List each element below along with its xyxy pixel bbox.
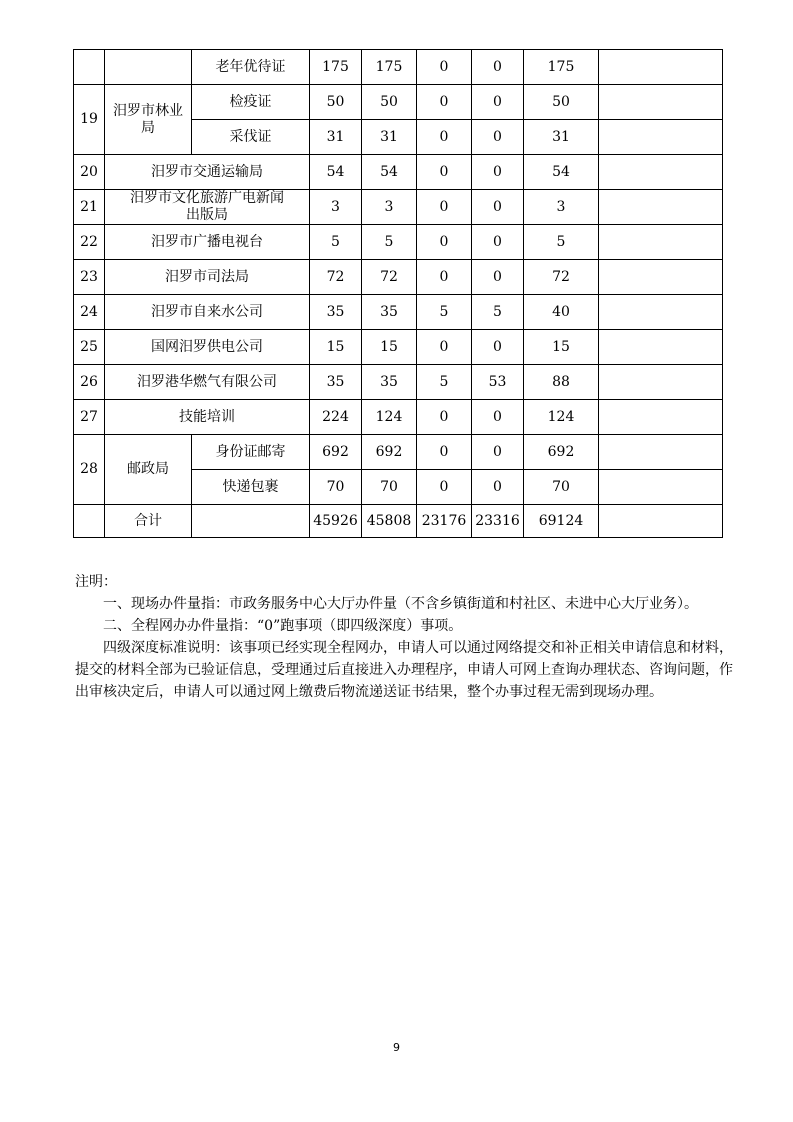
note-level-four-standard: 四级深度标准说明：该事项已经实现全程网办，申请人可以通过网络提交和补正相关申请信息和材料，提交的材料全部为已验证信息，受理通过后直接进入办理程序，申请人可网上查询办理状态、咨询问题，作出审核决定后，申请人可以通过网上缴费后物流递送证书结果，整个办事过程无需到现场办理。 (75, 640, 733, 700)
value-cell: 35 (362, 295, 417, 330)
value-cell: 692 (362, 435, 417, 470)
table-row (74, 330, 723, 365)
item-cell: 身份证邮寄 (192, 435, 310, 470)
note-cell (599, 50, 723, 85)
table-row (74, 50, 723, 85)
department-cell: 汨罗市林业局 (105, 85, 192, 155)
total-row (74, 505, 723, 538)
value-cell: 54 (362, 155, 417, 190)
value-cell: 35 (310, 295, 362, 330)
table-row (74, 435, 723, 470)
value-cell: 5 (417, 365, 472, 400)
notes-section (75, 571, 735, 703)
value-cell: 175 (310, 50, 362, 85)
note-cell (599, 505, 723, 538)
page-number: 9 (393, 1041, 400, 1054)
note-cell (599, 435, 723, 470)
row-number-cell: 28 (74, 435, 105, 505)
value-cell: 3 (362, 190, 417, 225)
value-cell: 35 (362, 365, 417, 400)
department-cell: 汨罗市广播电视台 (105, 225, 310, 260)
value-cell: 0 (472, 225, 524, 260)
department-cell: 汨罗市自来水公司 (105, 295, 310, 330)
value-cell: 0 (472, 50, 524, 85)
value-cell: 0 (417, 400, 472, 435)
notes-heading: 注明： (75, 574, 117, 590)
value-cell: 72 (310, 260, 362, 295)
row-number-cell: 24 (74, 295, 105, 330)
total-value-cell: 23316 (472, 505, 524, 538)
value-cell: 53 (472, 365, 524, 400)
value-cell: 175 (362, 50, 417, 85)
total-value-cell: 23176 (417, 505, 472, 538)
total-value-cell: 45808 (362, 505, 417, 538)
item-cell: 快递包裹 (192, 470, 310, 505)
value-cell: 0 (472, 85, 524, 120)
value-cell: 5 (472, 295, 524, 330)
value-cell: 5 (417, 295, 472, 330)
value-cell: 224 (310, 400, 362, 435)
note-cell (599, 470, 723, 505)
value-cell: 3 (310, 190, 362, 225)
value-cell: 0 (472, 260, 524, 295)
note-onsite-definition: 一、现场办件量指：市政务服务中心大厅办件量（不含乡镇街道和村社区、未进中心大厅业务）。 (103, 596, 698, 612)
value-cell: 15 (524, 330, 599, 365)
department-cell: 汨罗市司法局 (105, 260, 310, 295)
value-cell: 124 (362, 400, 417, 435)
value-cell: 0 (417, 435, 472, 470)
value-cell: 175 (524, 50, 599, 85)
total-value-cell: 69124 (524, 505, 599, 538)
value-cell: 0 (417, 120, 472, 155)
table-row (74, 155, 723, 190)
row-number-cell (74, 50, 105, 85)
row-number-cell: 21 (74, 190, 105, 225)
department-cell: 汨罗市文化旅游广电新闻出版局 (105, 190, 310, 225)
row-number-cell: 25 (74, 330, 105, 365)
note-online-definition: 二、全程网办办件量指：“0”跑事项（即四级深度）事项。 (103, 618, 463, 634)
value-cell: 692 (524, 435, 599, 470)
value-cell: 0 (417, 190, 472, 225)
value-cell: 70 (524, 470, 599, 505)
value-cell: 88 (524, 365, 599, 400)
value-cell: 0 (472, 470, 524, 505)
value-cell: 15 (310, 330, 362, 365)
department-cell: 国网汨罗供电公司 (105, 330, 310, 365)
note-cell (599, 295, 723, 330)
row-number-cell: 26 (74, 365, 105, 400)
row-number-cell: 22 (74, 225, 105, 260)
note-cell (599, 400, 723, 435)
value-cell: 0 (417, 225, 472, 260)
value-cell: 0 (472, 155, 524, 190)
table-row (74, 365, 723, 400)
department-cell: 汨罗市交通运输局 (105, 155, 310, 190)
value-cell: 3 (524, 190, 599, 225)
value-cell: 50 (310, 85, 362, 120)
value-cell: 35 (310, 365, 362, 400)
value-cell: 692 (310, 435, 362, 470)
note-cell (599, 225, 723, 260)
total-label-cell: 合计 (105, 505, 192, 538)
value-cell: 0 (472, 190, 524, 225)
item-cell: 检疫证 (192, 85, 310, 120)
value-cell: 72 (362, 260, 417, 295)
note-cell (599, 365, 723, 400)
department-cell: 汨罗港华燃气有限公司 (105, 365, 310, 400)
total-value-cell: 45926 (310, 505, 362, 538)
value-cell: 50 (524, 85, 599, 120)
table-row (74, 295, 723, 330)
note-cell (599, 155, 723, 190)
value-cell: 0 (472, 435, 524, 470)
value-cell: 5 (310, 225, 362, 260)
value-cell: 0 (417, 155, 472, 190)
value-cell: 72 (524, 260, 599, 295)
value-cell: 0 (417, 470, 472, 505)
value-cell: 31 (524, 120, 599, 155)
value-cell: 40 (524, 295, 599, 330)
note-cell (599, 120, 723, 155)
table-row (74, 225, 723, 260)
row-number-cell: 23 (74, 260, 105, 295)
value-cell: 5 (362, 225, 417, 260)
item-cell (192, 505, 310, 538)
value-cell: 0 (417, 330, 472, 365)
department-cell: 技能培训 (105, 400, 310, 435)
value-cell: 31 (362, 120, 417, 155)
table-row (74, 85, 723, 120)
department-cell (105, 50, 192, 85)
value-cell: 0 (417, 260, 472, 295)
value-cell: 54 (310, 155, 362, 190)
value-cell: 15 (362, 330, 417, 365)
value-cell: 70 (362, 470, 417, 505)
value-cell: 0 (472, 330, 524, 365)
row-number-cell: 27 (74, 400, 105, 435)
row-number-cell: 19 (74, 85, 105, 155)
row-number-cell: 20 (74, 155, 105, 190)
table-row (74, 190, 723, 225)
value-cell: 124 (524, 400, 599, 435)
value-cell: 31 (310, 120, 362, 155)
statistics-table (73, 49, 723, 538)
note-cell (599, 85, 723, 120)
table-row (74, 260, 723, 295)
note-cell (599, 330, 723, 365)
value-cell: 0 (472, 400, 524, 435)
note-cell (599, 260, 723, 295)
value-cell: 0 (417, 85, 472, 120)
item-cell: 老年优待证 (192, 50, 310, 85)
department-cell: 邮政局 (105, 435, 192, 505)
value-cell: 0 (417, 50, 472, 85)
table-row (74, 400, 723, 435)
value-cell: 5 (524, 225, 599, 260)
value-cell: 50 (362, 85, 417, 120)
row-number-cell (74, 505, 105, 538)
value-cell: 54 (524, 155, 599, 190)
value-cell: 70 (310, 470, 362, 505)
note-cell (599, 190, 723, 225)
item-cell: 采伐证 (192, 120, 310, 155)
value-cell: 0 (472, 120, 524, 155)
